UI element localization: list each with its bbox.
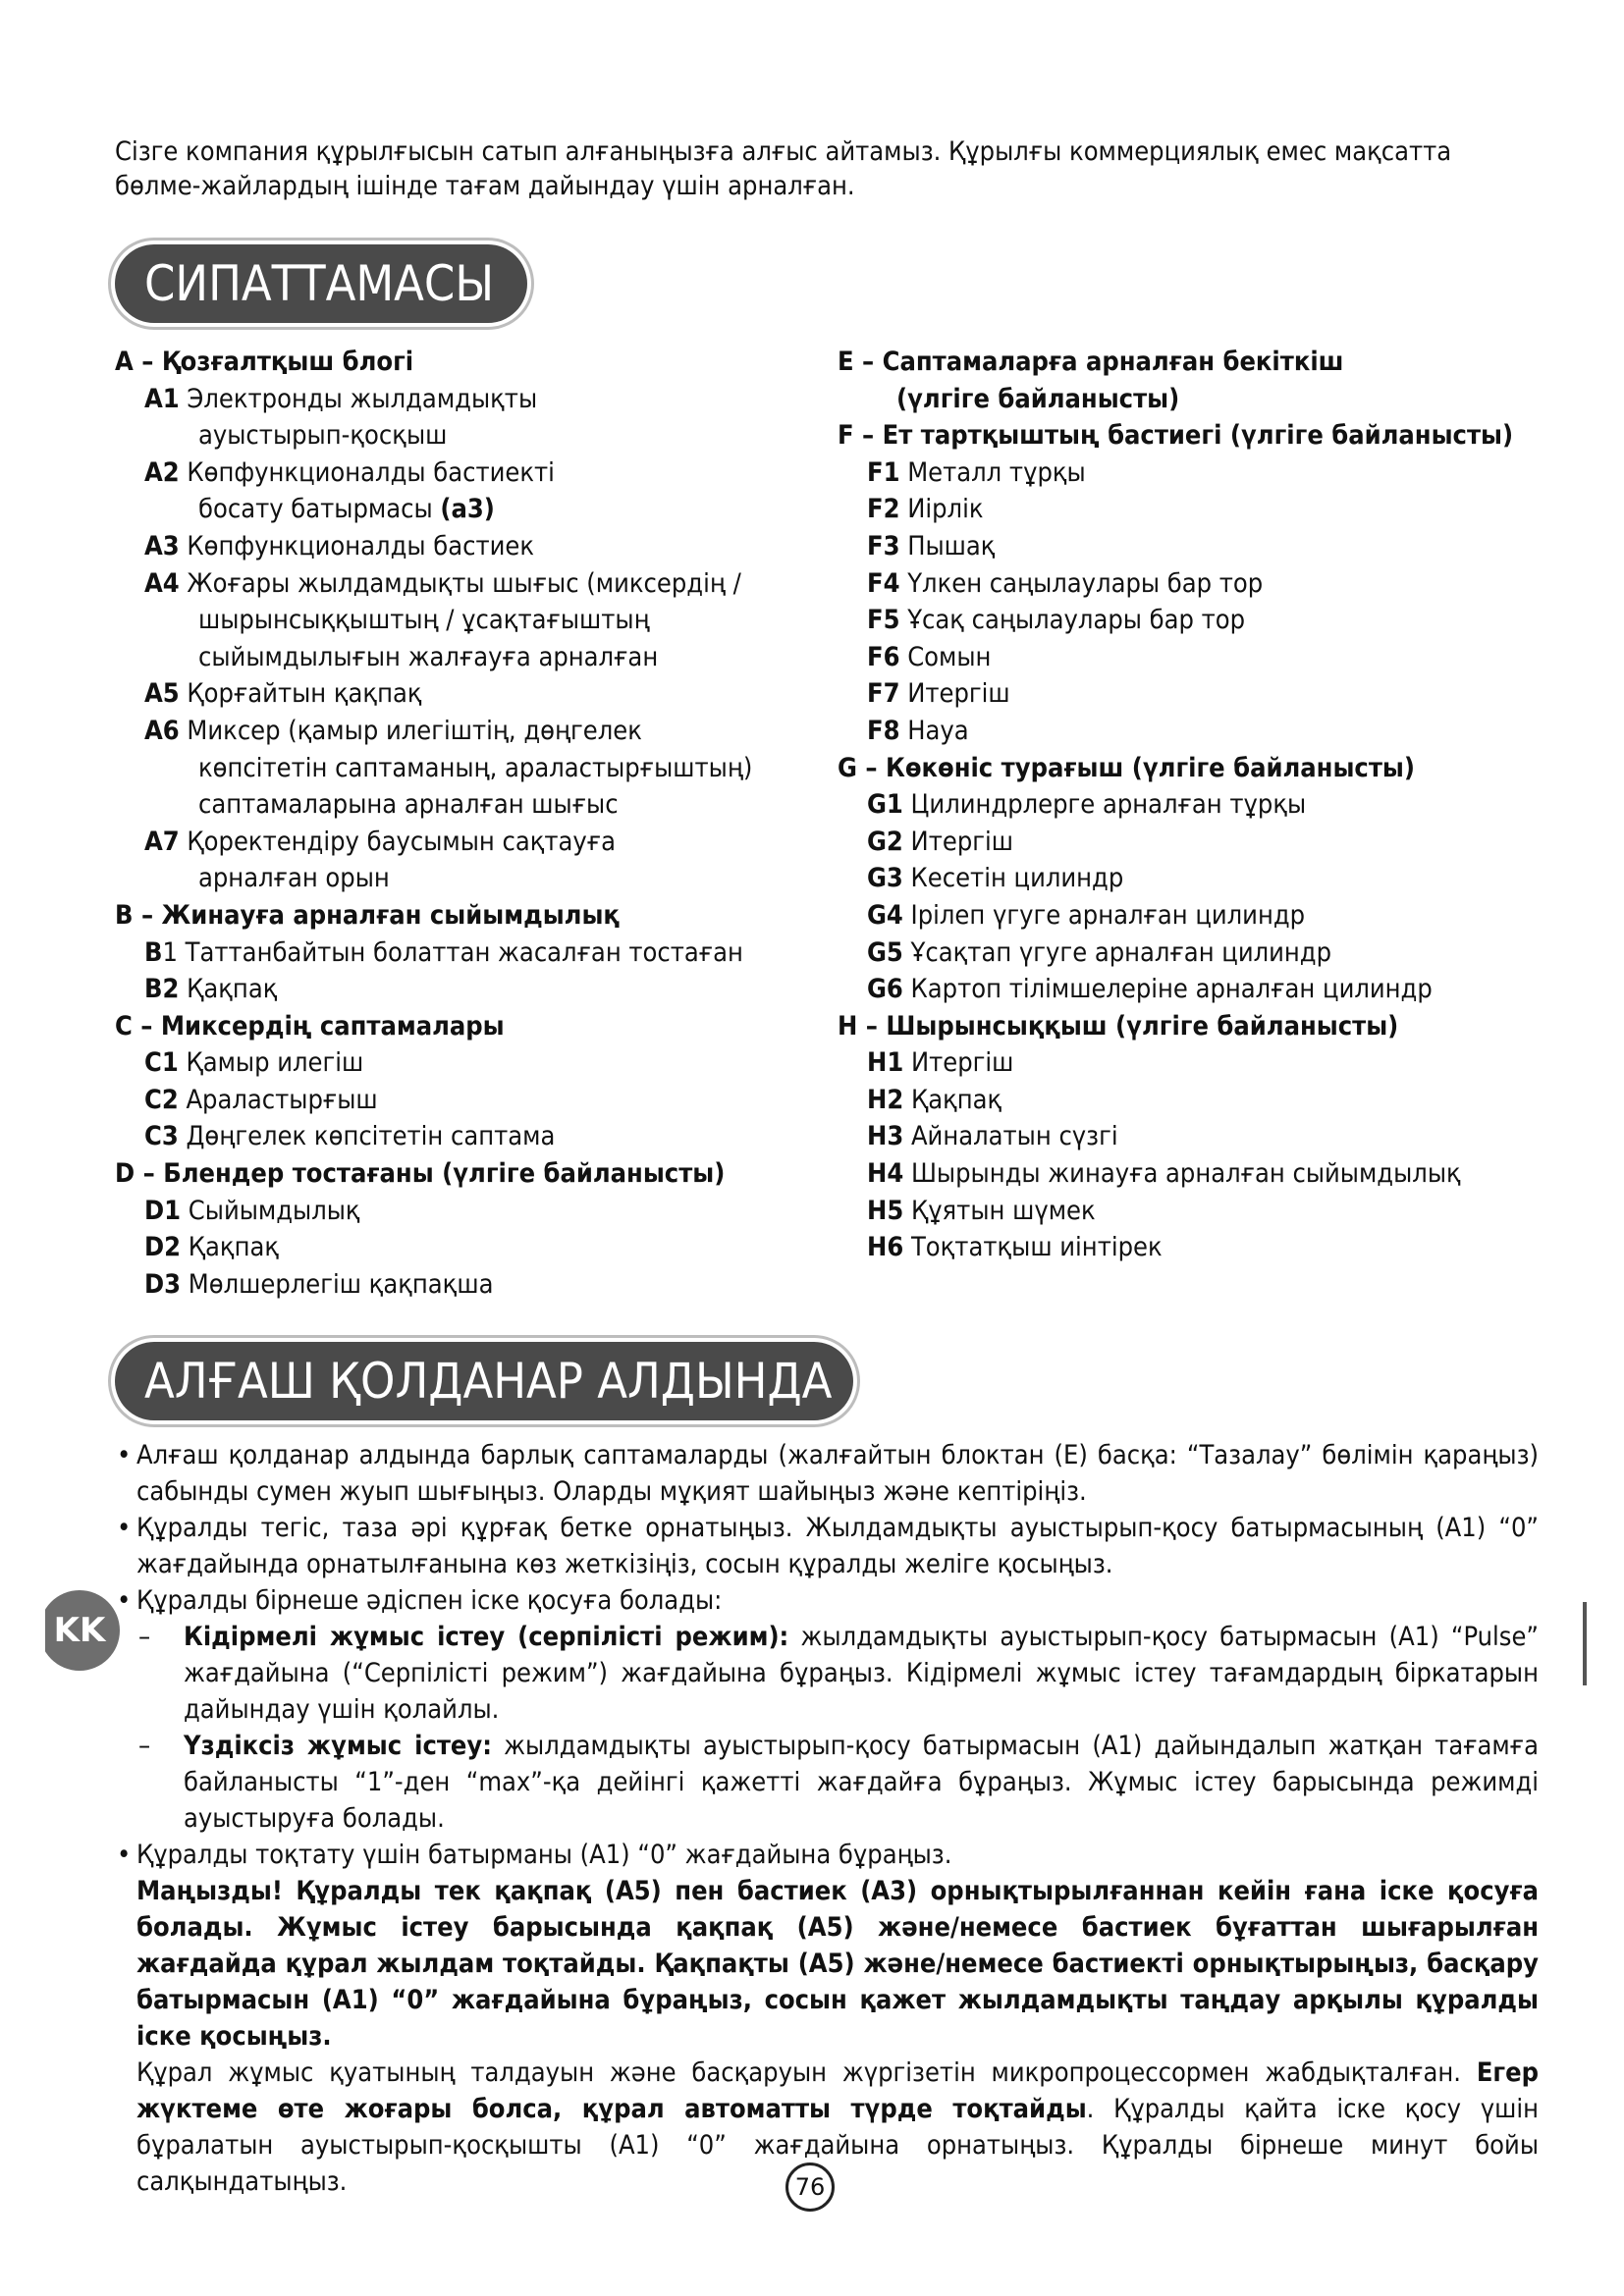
part-label: Картоп тілімшелеріне арналған цилиндр xyxy=(902,974,1433,1005)
part-label: Ұсақтап үгуге арналған цилиндр xyxy=(902,936,1332,968)
part-group-heading xyxy=(838,1008,1554,1045)
language-code: KK xyxy=(53,1611,106,1650)
part-item xyxy=(115,491,802,528)
part-item xyxy=(115,417,802,454)
part-label: Жоғары жылдамдықты шығыс (миксердің / xyxy=(179,567,741,599)
part-item xyxy=(838,824,1554,861)
part-code: A6 xyxy=(144,715,180,746)
part-label: Шырынды жинауға арналған сыйымдылық xyxy=(903,1158,1461,1190)
bullet-item: • Құралды бірнеше әдіспен іске қосуға болады: xyxy=(115,1582,1539,1619)
tab-edge-mask xyxy=(0,1571,45,1688)
part-label: саптамаларына арналған шығыс xyxy=(198,789,619,821)
part-group-heading xyxy=(115,344,802,381)
part-label: Мөлшерлегіш қақпақша xyxy=(181,1268,494,1300)
part-item xyxy=(115,934,802,972)
part-code: B2 xyxy=(144,974,180,1005)
part-item xyxy=(838,565,1554,603)
part-item xyxy=(115,1266,802,1304)
part-item xyxy=(115,602,802,639)
part-code: A4 xyxy=(144,567,180,599)
important-warning: Маңызды! Құралды тек қақпақ (A5) пен бастиек (A3) орнықтырылғаннан кейін ғана іске қосуға болады. Жұмыс істеу барысында қақпақ (A5) және/немесе бастиек бұғаттан шығарылған жағдайда құрал жылдам тоқтайды. Қақпақты (A5) және/немесе бастиекті орнықтырыңыз, басқару батырмасын (A1) “0” жағдайына бұраңыз, сосын қажет жылдамдықты таңдау арқылы құралды іске қосыңыз. xyxy=(136,1876,1539,2052)
part-item xyxy=(838,1044,1554,1082)
note-emphasis: Егер жүктеме өте жоғары болса, құрал автоматты түрде тоқтайды xyxy=(136,2057,1539,2124)
part-code: C2 xyxy=(144,1084,179,1115)
intro-paragraph xyxy=(115,134,1548,203)
part-label: A – Қозғалтқыш блогі xyxy=(115,347,414,377)
part-code: C3 xyxy=(144,1121,179,1152)
part-code: D3 xyxy=(144,1268,182,1300)
part-label: Сомын xyxy=(899,641,992,672)
continuous-mode-text: жылдамдықты ауыстырып-қосу батырмасын (A1) дайындалып жатқан тағамға байланысты “1”-ден “max”-қа дейінгі қажетті жағдайға бұраңыз. Жұмыс істеу барысында режимді ауыстыруға болады. xyxy=(184,1731,1539,1834)
part-label: 1 Таттанбайтын болаттан жасалған тостаған xyxy=(162,936,743,968)
part-label: Ірілеп үгуге арналған цилиндр xyxy=(902,899,1306,931)
intro-line-1: Сізге компания құрылғысын сатып алғаныңызға алғыс айтамыз. Құрылғы коммерциялық емес мақсатта xyxy=(115,136,1452,167)
part-code: F5 xyxy=(867,605,900,636)
part-item xyxy=(838,1193,1554,1230)
part-label: F – Ет тартқыштың бастиегі (үлгіге байланысты) xyxy=(838,420,1514,452)
part-code: H3 xyxy=(867,1121,904,1152)
part-code: A2 xyxy=(144,456,180,488)
part-label: шырынсыққыштың / ұсақтағыштың xyxy=(198,605,650,636)
part-label: Құятын шүмек xyxy=(903,1195,1096,1226)
part-code: G1 xyxy=(867,789,903,821)
part-code: A3 xyxy=(144,530,180,561)
part-item xyxy=(115,824,802,861)
part-group-heading xyxy=(115,897,802,934)
dash-item-continuous xyxy=(115,1728,1539,1837)
part-label: Науа xyxy=(899,715,969,746)
part-item xyxy=(838,528,1554,565)
part-label: Тоқтатқыш иінтірек xyxy=(903,1232,1163,1263)
part-label: G – Көкөніс турағыш (үлгіге байланысты) xyxy=(838,752,1415,783)
part-label: Дөңгелек көпсітетін саптама xyxy=(178,1121,556,1152)
part-code: H2 xyxy=(867,1084,904,1115)
part-item xyxy=(115,1082,802,1119)
part-label: Қорғайтын қақпақ xyxy=(179,678,422,710)
first-use-section xyxy=(115,1437,1539,2200)
part-item xyxy=(115,860,802,897)
part-code: F2 xyxy=(867,494,900,525)
language-tab xyxy=(39,1590,120,1671)
part-label: Миксер (қамыр илегіштің, дөңгелек xyxy=(179,715,642,746)
part-code: H5 xyxy=(867,1195,904,1226)
part-item xyxy=(115,786,802,824)
part-label: Пышақ xyxy=(899,530,996,561)
bullet-item: • Құралды тоқтату үшін батырманы (A1) “0” жағдайына бұраңыз. xyxy=(115,1837,1539,1873)
continuous-mode-label: Үздіксіз жұмыс істеу: xyxy=(184,1731,492,1761)
part-code: F1 xyxy=(867,456,900,488)
part-code: A5 xyxy=(144,678,180,710)
part-code: G5 xyxy=(867,936,903,968)
part-label: Қақпақ xyxy=(179,974,278,1005)
parts-list-right xyxy=(838,344,1554,1266)
bullet-item: • Құралды тегіс, таза әрі құрғақ бетке орнатыңыз. Жылдамдықты ауыстырып-қосу батырмасының (A1) “0” жағдайында орнатылғанына көз жеткізіңіз, сосын құралды желіге қосыңыз. xyxy=(115,1510,1539,1582)
part-item xyxy=(115,675,802,713)
page-number: 76 xyxy=(785,2163,835,2212)
part-code: G6 xyxy=(867,974,903,1005)
part-label: C – Миксердің саптамалары xyxy=(115,1010,505,1041)
part-code: F4 xyxy=(867,567,900,599)
part-item xyxy=(838,713,1554,750)
note-start: Құрал жұмыс қуатының талдауын және басқаруын жүргізетін микропроцессормен жабдықталған. xyxy=(136,2057,1477,2088)
section-title-first-use: АЛҒАШ ҚОЛДАНАР АЛДЫНДА xyxy=(115,1342,853,1420)
part-code: H1 xyxy=(867,1047,904,1079)
part-item xyxy=(838,602,1554,639)
part-item xyxy=(115,565,802,603)
part-code: D2 xyxy=(144,1232,182,1263)
part-code: A7 xyxy=(144,826,180,857)
part-group-heading xyxy=(838,381,1554,418)
part-label: босату батырмасы xyxy=(198,494,441,525)
part-label: (үлгіге байланысты) xyxy=(896,383,1180,414)
note-end: . Құралды қайта іске қосу үшін бұралатын ауыстырып-қосқышты (A1) “0” жағдайына орнатыңыз. Құралды бірнеше минут бойы салқындатыңыз. xyxy=(136,2094,1539,2197)
part-label: D – Блендер тостағаны (үлгіге байланысты) xyxy=(115,1158,726,1190)
part-group-heading xyxy=(115,1008,802,1045)
part-code: G2 xyxy=(867,826,903,857)
part-item xyxy=(115,1193,802,1230)
part-code: D1 xyxy=(144,1195,182,1226)
pulse-mode-text: жылдамдықты ауыстырып-қосу батырмасын (A1) “Pulse” жағдайына (“Серпілісті режим”) жағдайына бұраңыз. Кідірмелі жұмыс істеу тағамдардың біркатарын дайындау үшін қолайлы. xyxy=(184,1622,1539,1725)
part-item xyxy=(115,713,802,750)
part-label: H – Шырынсыққыш (үлгіге байланысты) xyxy=(838,1010,1399,1041)
part-group-heading xyxy=(838,344,1554,381)
part-label: Итергіш xyxy=(902,826,1013,857)
part-label: Цилиндрлерге арналған тұрқы xyxy=(902,789,1307,821)
part-item xyxy=(838,934,1554,972)
part-code: H6 xyxy=(867,1232,904,1263)
part-item xyxy=(838,860,1554,897)
part-label: Металл тұрқы xyxy=(899,456,1086,488)
part-item xyxy=(115,528,802,565)
part-label: Қақпақ xyxy=(903,1084,1002,1115)
part-label: арналған орын xyxy=(198,863,390,894)
part-label: B – Жинауға арналған сыйымдылық xyxy=(115,899,620,931)
part-code: A1 xyxy=(144,383,180,414)
part-label: Кесетін цилиндр xyxy=(902,863,1124,894)
part-label: Қақпақ xyxy=(181,1232,280,1263)
part-label: Айналатын сүзгі xyxy=(903,1121,1118,1152)
part-label: Иірлік xyxy=(899,494,984,525)
part-label: Үлкен саңылаулары бар тор xyxy=(899,567,1264,599)
part-label: Сыйымдылық xyxy=(181,1195,360,1226)
part-label: ауыстырып-қосқыш xyxy=(198,420,448,452)
part-item xyxy=(115,639,802,676)
part-code: F3 xyxy=(867,530,900,561)
part-item xyxy=(838,786,1554,824)
parts-list-left xyxy=(115,344,802,1303)
part-label: Араластырғыш xyxy=(178,1084,378,1115)
part-item xyxy=(115,1118,802,1155)
part-label: Итергіш xyxy=(903,1047,1014,1079)
bullet-item: • Алғаш қолданар алдында барлық саптамаларды (жалғайтын блоктан (E) басқа: “Тазалау” бөлімін қараңыз) сабынды сумен жуып шығыңыз. Оларды мұқият шайыңыз және кептіріңіз. xyxy=(115,1437,1539,1510)
part-group-heading xyxy=(838,417,1554,454)
pulse-mode-label: Кідірмелі жұмыс істеу (серпілісті режим): xyxy=(184,1622,789,1652)
part-label: E – Саптамаларға арналған бекіткіш xyxy=(838,347,1344,377)
part-label: Итергіш xyxy=(899,678,1010,710)
part-item xyxy=(838,639,1554,676)
part-ref: (a3) xyxy=(440,494,495,525)
section-title-description: СИПАТТАМАСЫ xyxy=(115,244,527,323)
part-label: Қоректендіру баусымын сақтауға xyxy=(179,826,617,857)
part-code: B xyxy=(144,936,163,968)
part-label: сыйымдылығын жалғауға арналған xyxy=(198,641,659,672)
part-item xyxy=(838,491,1554,528)
part-item xyxy=(838,1082,1554,1119)
part-item xyxy=(115,971,802,1008)
part-item xyxy=(115,454,802,492)
part-item xyxy=(115,1229,802,1266)
part-code: G4 xyxy=(867,899,903,931)
part-label: Қамыр илегіш xyxy=(178,1047,364,1079)
part-code: C1 xyxy=(144,1047,179,1079)
part-item xyxy=(838,971,1554,1008)
part-label: Электронды жылдамдықты xyxy=(179,383,538,414)
dash-marker: – xyxy=(138,1622,151,1652)
part-code: F6 xyxy=(867,641,900,672)
intro-line-2: бөлме-жайлардың ішінде тағам дайындау үшін арналған. xyxy=(115,171,855,201)
part-label: Ұсақ саңылаулары бар тор xyxy=(899,605,1246,636)
part-item xyxy=(838,897,1554,934)
page-edge-mark xyxy=(1583,1602,1587,1685)
dash-item-pulse xyxy=(115,1619,1539,1728)
part-code: G3 xyxy=(867,863,903,894)
part-code: F8 xyxy=(867,715,900,746)
dash-marker: – xyxy=(138,1731,151,1761)
part-code: F7 xyxy=(867,678,900,710)
part-label: Көпфункционалды бастиекті xyxy=(179,456,555,488)
part-item xyxy=(838,675,1554,713)
part-item xyxy=(838,1229,1554,1266)
part-group-heading xyxy=(115,1155,802,1193)
part-item xyxy=(115,1044,802,1082)
part-label: Көпфункционалды бастиек xyxy=(179,530,535,561)
part-item xyxy=(838,1118,1554,1155)
part-item xyxy=(115,750,802,787)
part-label: көпсітетін саптаманың, араластырғыштың) xyxy=(198,752,753,783)
part-item xyxy=(115,381,802,418)
part-item xyxy=(838,1155,1554,1193)
part-code: H4 xyxy=(867,1158,904,1190)
part-group-heading xyxy=(838,750,1554,787)
part-item xyxy=(838,454,1554,492)
